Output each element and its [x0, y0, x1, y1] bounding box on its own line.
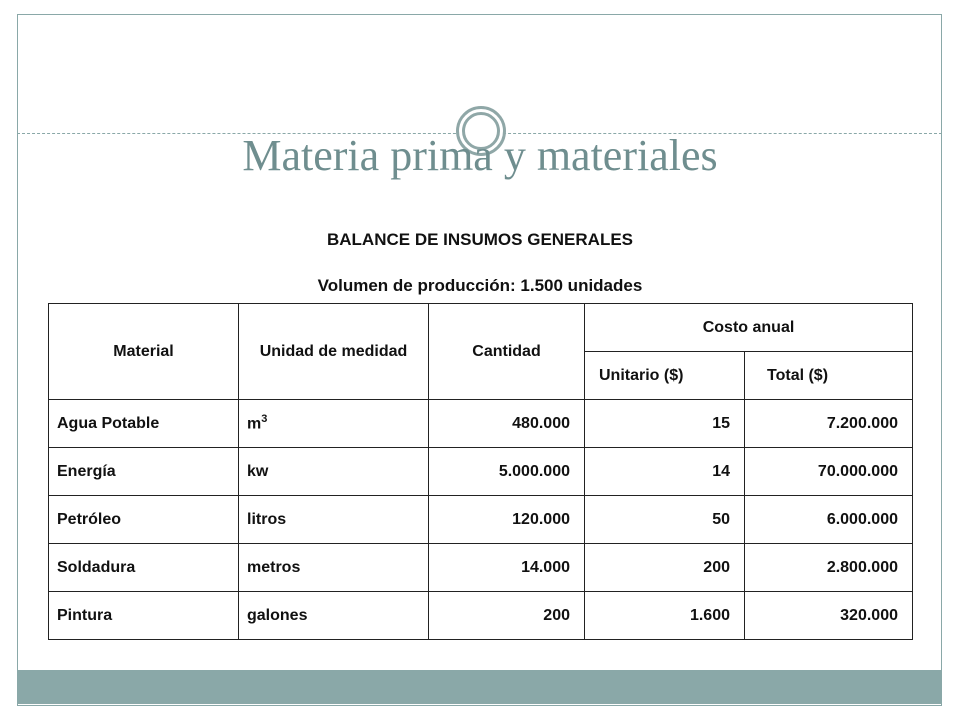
table-row — [49, 592, 913, 640]
cell-material: Pintura — [49, 592, 239, 640]
table-row — [49, 544, 913, 592]
cell-material: Petróleo — [49, 496, 239, 544]
header-annual-cost: Costo anual — [585, 304, 913, 352]
cell-material: Energía — [49, 448, 239, 496]
header-unit: Unidad de medidad — [239, 304, 429, 400]
cell-total: 2.800.000 — [745, 544, 913, 592]
header-quantity: Cantidad — [429, 304, 585, 400]
table-heading: BALANCE DE INSUMOS GENERALES — [326, 230, 634, 249]
cell-material: Agua Potable — [49, 400, 239, 448]
cell-total: 6.000.000 — [745, 496, 913, 544]
cell-quantity: 200 — [429, 592, 585, 640]
slide-title: Materia prima y materiales — [242, 131, 718, 180]
footer-bar — [17, 670, 942, 704]
header-unit-cost: Unitario ($) — [585, 352, 745, 400]
cell-unit-cost: 1.600 — [585, 592, 745, 640]
cell-unit-cost: 14 — [585, 448, 745, 496]
cell-total: 70.000.000 — [745, 448, 913, 496]
cell-material: Soldadura — [49, 544, 239, 592]
cell-quantity: 14.000 — [429, 544, 585, 592]
cell-quantity: 480.000 — [429, 400, 585, 448]
cell-total: 320.000 — [745, 592, 913, 640]
cell-unit-cost: 15 — [585, 400, 745, 448]
table-row — [49, 400, 913, 448]
cell-unit: litros — [239, 496, 429, 544]
cell-quantity: 120.000 — [429, 496, 585, 544]
cell-quantity: 5.000.000 — [429, 448, 585, 496]
cell-unit: $m^3$ — [239, 400, 429, 448]
header-material: Material — [49, 304, 239, 400]
cell-unit-cost: 200 — [585, 544, 745, 592]
table-subheading: Volumen de producción: 1.500 unidades — [317, 276, 643, 295]
table-row — [49, 496, 913, 544]
cell-unit: galones — [239, 592, 429, 640]
table-row — [49, 448, 913, 496]
inputs-table — [48, 303, 913, 640]
header-total-cost: Total ($) — [745, 352, 913, 400]
cell-total: 7.200.000 — [745, 400, 913, 448]
cell-unit: metros — [239, 544, 429, 592]
cell-unit: kw — [239, 448, 429, 496]
cell-unit-cost: 50 — [585, 496, 745, 544]
